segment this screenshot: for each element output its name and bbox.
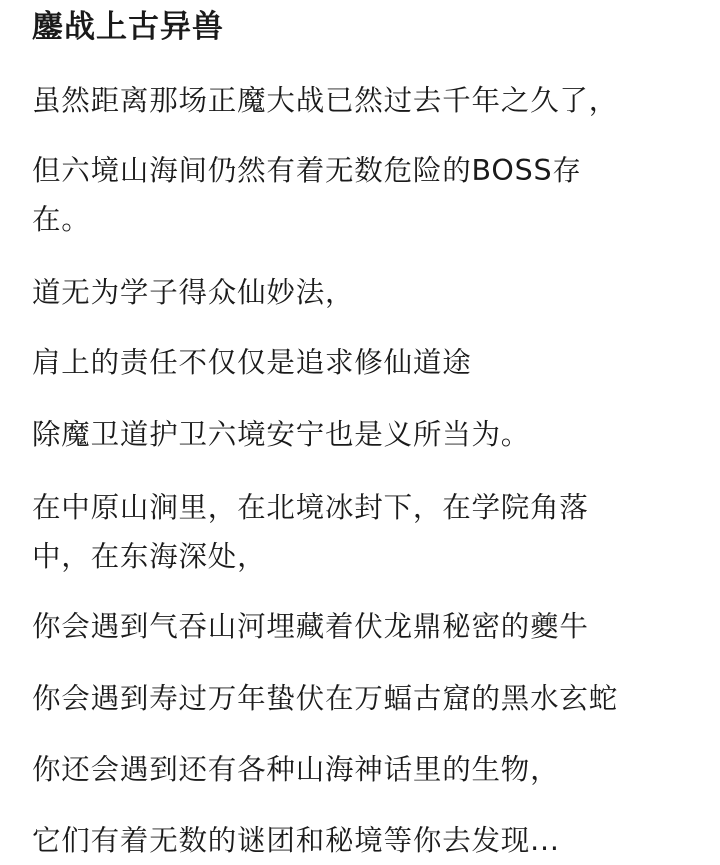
- paragraph-line: 它们有着无数的谜团和秘境等你去发现...: [32, 824, 560, 857]
- paragraph-line: 中，在东海深处，: [32, 540, 267, 573]
- paragraph-line: 你会遇到气吞山河埋藏着伏龙鼎秘密的夔牛: [32, 610, 589, 643]
- paragraph-line: 你会遇到寿过万年蛰伏在万蝠古窟的黑水玄蛇: [32, 682, 619, 715]
- paragraph-line: 但六境山海间仍然有着无数危险的BOSS存: [32, 154, 582, 187]
- paragraph-line: 肩上的责任不仅仅是追求修仙道途: [32, 346, 472, 379]
- paragraph-line: 在中原山涧里，在北境冰封下，在学院角落: [32, 491, 589, 524]
- paragraph-line: 你还会遇到还有各种山海神话里的生物，: [32, 753, 560, 786]
- paragraph-line: 在。: [32, 203, 91, 236]
- paragraph-line: 道无为学子得众仙妙法，: [32, 276, 355, 309]
- paragraph-line: 虽然距离那场正魔大战已然过去千年之久了，: [32, 84, 619, 117]
- article-title: 鏖战上古异兽: [32, 9, 224, 45]
- paragraph-line: 除魔卫道护卫六境安宁也是义所当为。: [32, 418, 531, 451]
